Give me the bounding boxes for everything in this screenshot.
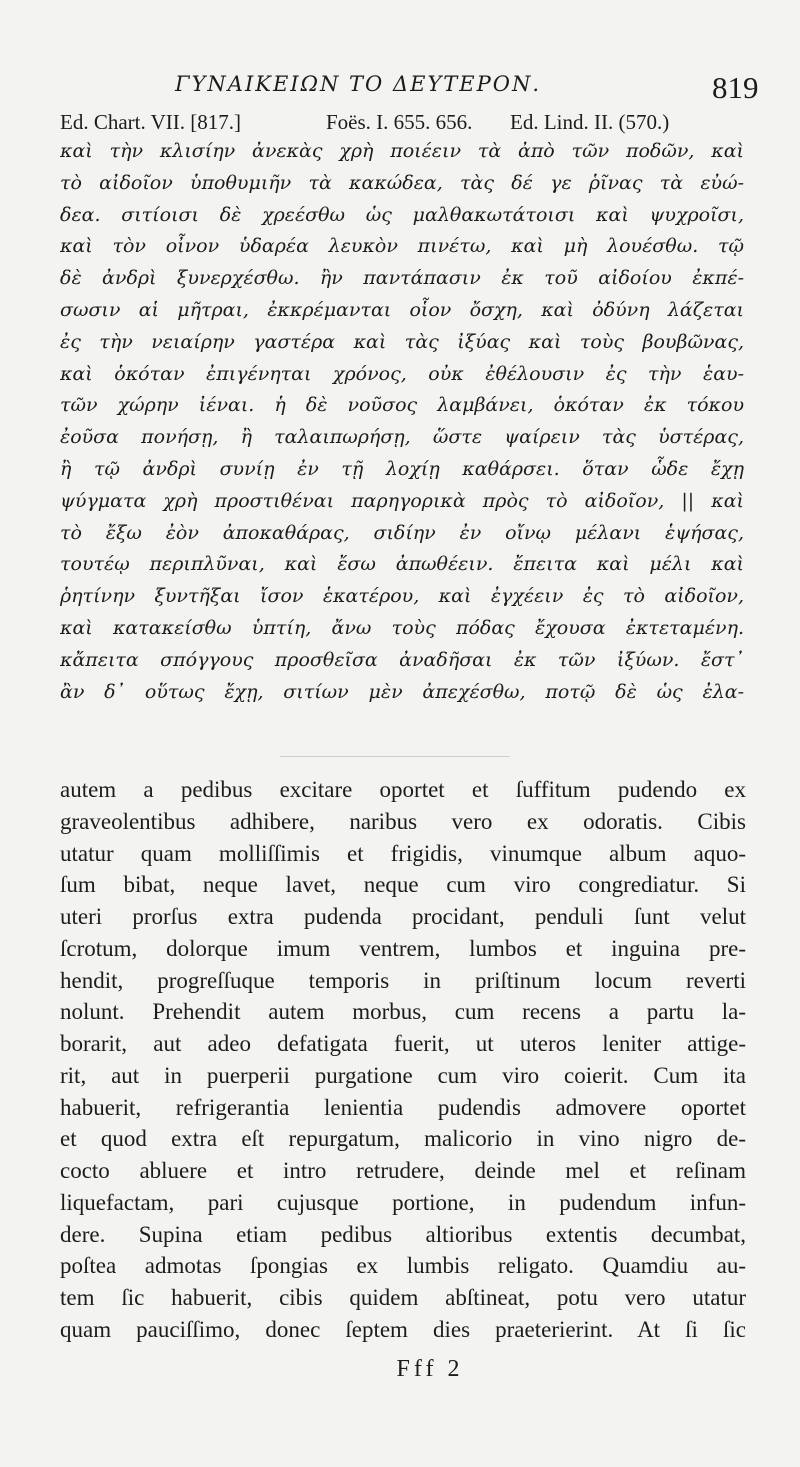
section-divider	[280, 756, 510, 757]
latin-line: tem ſic habuerit, cibis quidem abſtineat, potu vero utatur	[60, 1285, 746, 1310]
greek-line: καὶ τὸν οἶνον ὑδαρέα λευκὸν πινέτω, καὶ μὴ λουέσθω. τῷ	[60, 235, 744, 258]
latin-line: dere. Supina etiam pedibus altioribus extentis decumbat,	[60, 1221, 746, 1247]
latin-line: ſcrotum, dolorque imum ventrem, lumbos et inguina pre-	[60, 935, 746, 961]
latin-line: poſtea admotas ſpongias ex lumbis religato. Quamdiu au-	[60, 1253, 746, 1279]
latin-line: cocto abluere et intro retrudere, deinde mel et reſinam	[60, 1158, 746, 1183]
running-head	[0, 66, 800, 106]
latin-line: et quod extra eſt repurgatum, malicorio in vino nigro de-	[60, 1126, 746, 1152]
greek-line: ῥητίνην ξυντῆξαι ἴσον ἑκατέρου, καὶ ἐγχέειν ἐς τὸ αἰδοῖον,	[60, 585, 744, 608]
running-head-title: ΓΥΝΑΙΚΕΙΩΝ ΤΟ ΔΕΥΤΕΡΟΝ.	[175, 72, 542, 96]
signature-mark: Fff 2	[396, 1356, 464, 1382]
latin-line: hendit, progreſſuque temporis in priſtinum locum reverti	[60, 967, 746, 993]
greek-text-block	[60, 136, 744, 708]
latin-line: borarit, aut adeo defatigata fuerit, ut uteros leniter attige-	[60, 1031, 746, 1056]
greek-line: κἄπειτα σπόγγους προσθεῖσα ἀναδῆσαι ἐκ τῶν ἰξύων. ἔστ᾽	[60, 648, 744, 671]
greek-line: τουτέῳ περιπλῦναι, καὶ ἔσω ἀπωθέειν. ἔπειτα καὶ μέλι καὶ	[60, 553, 744, 576]
greek-line: τὸ ἔξω ἐὸν ἀποκαθάρας, σιδίην ἐν οἴνῳ μέλανι ἑψήσας,	[60, 521, 744, 544]
latin-line: uteri prorſus extra pudenda procidant, penduli ſunt velut	[60, 904, 746, 929]
greek-line: τὸ αἰδοῖον ὑποθυμιῆν τὰ κακώδεα, τὰς δέ γε ῥῖνας τὰ εὐώ-	[60, 171, 744, 194]
latin-line: liquefactam, pari cujusque portione, in pudendum infun-	[60, 1189, 746, 1215]
greek-line: τῶν χώρην ἰέναι. ἡ δὲ νοῦσος λαμβάνει, ὁκόταν ἐκ τόκου	[60, 394, 744, 417]
latin-line: habuerit, refrigerantia lenientia pudendis admovere oportet	[60, 1094, 746, 1120]
greek-line: σωσιν αἱ μῆτραι, ἐκκρέμανται οἷον ὄσχη, καὶ ὀδύνη λάζεται	[60, 298, 744, 321]
latin-line: autem a pedibus excitare oportet et ſuffitum pudendo ex	[60, 777, 746, 802]
greek-line: δεα. σιτίοισι δὲ χρεέσθω ὡς μαλθακωτάτοισι καὶ ψυχροῖσι,	[60, 203, 744, 226]
greek-line: ἐς τὴν νειαίρην γαστέρα καὶ τὰς ἰξύας καὶ τοὺς βουβῶνας,	[60, 330, 744, 353]
latin-line: rit, aut in puerperii purgatione cum viro coierit. Cum ita	[60, 1062, 746, 1088]
greek-line: καὶ τὴν κλισίην ἀνεκὰς χρὴ ποιέειν τὰ ἀπὸ τῶν ποδῶν, καὶ	[60, 140, 744, 162]
greek-line: δὲ ἀνδρὶ ξυνερχέσθω. ἢν παντάπασιν ἐκ τοῦ αἰδοίου ἐκπέ-	[60, 267, 744, 290]
latin-line: nolunt. Prehendit autem morbus, cum recens a partu la-	[60, 999, 746, 1025]
greek-line: ἂν δ᾽ οὕτως ἔχῃ, σιτίων μὲν ἀπεχέσθω, ποτῷ δὲ ὡς ἐλα-	[60, 680, 744, 703]
latin-line: quam pauciſſimo, donec ſeptem dies praeterierint. At ſi ſic	[60, 1316, 746, 1342]
greek-line: ἐοῦσα πονήσῃ, ἢ ταλαιπωρήσῃ, ὥστε ψαίρειν τὰς ὑστέρας,	[60, 426, 744, 449]
page-number: 819	[712, 70, 759, 105]
edition-chart-ref: Ed. Chart. VII. [817.]	[60, 110, 241, 134]
latin-translation-block	[60, 774, 746, 1346]
edition-foes-ref: Foës. I. 655. 656.	[326, 110, 473, 134]
greek-line: καὶ κατακείσθω ὑπτίη, ἄνω τοὺς πόδας ἔχουσα ἐκτεταμένη.	[60, 616, 744, 639]
greek-line: ψύγματα χρὴ προστιθέναι παρηγορικὰ πρὸς τὸ αἰδοῖον, || καὶ	[60, 489, 744, 512]
latin-line: utatur quam molliſſimis et frigidis, vinumque album aquo-	[60, 840, 746, 866]
edition-lind-ref: Ed. Lind. II. (570.)	[510, 110, 670, 134]
latin-line: ſum bibat, neque lavet, neque cum viro congrediatur. Si	[60, 872, 746, 898]
greek-line: ἢ τῷ ἀνδρὶ συνίῃ ἐν τῇ λοχίῃ καθάρσει. ὅταν ὧδε ἔχῃ	[60, 457, 744, 480]
latin-line: graveolentibus adhibere, naribus vero ex odoratis. Cibis	[60, 808, 746, 834]
greek-line: καὶ ὁκόταν ἐπιγένηται χρόνος, οὐκ ἐθέλουσιν ἐς τὴν ἑαυ-	[60, 362, 744, 385]
